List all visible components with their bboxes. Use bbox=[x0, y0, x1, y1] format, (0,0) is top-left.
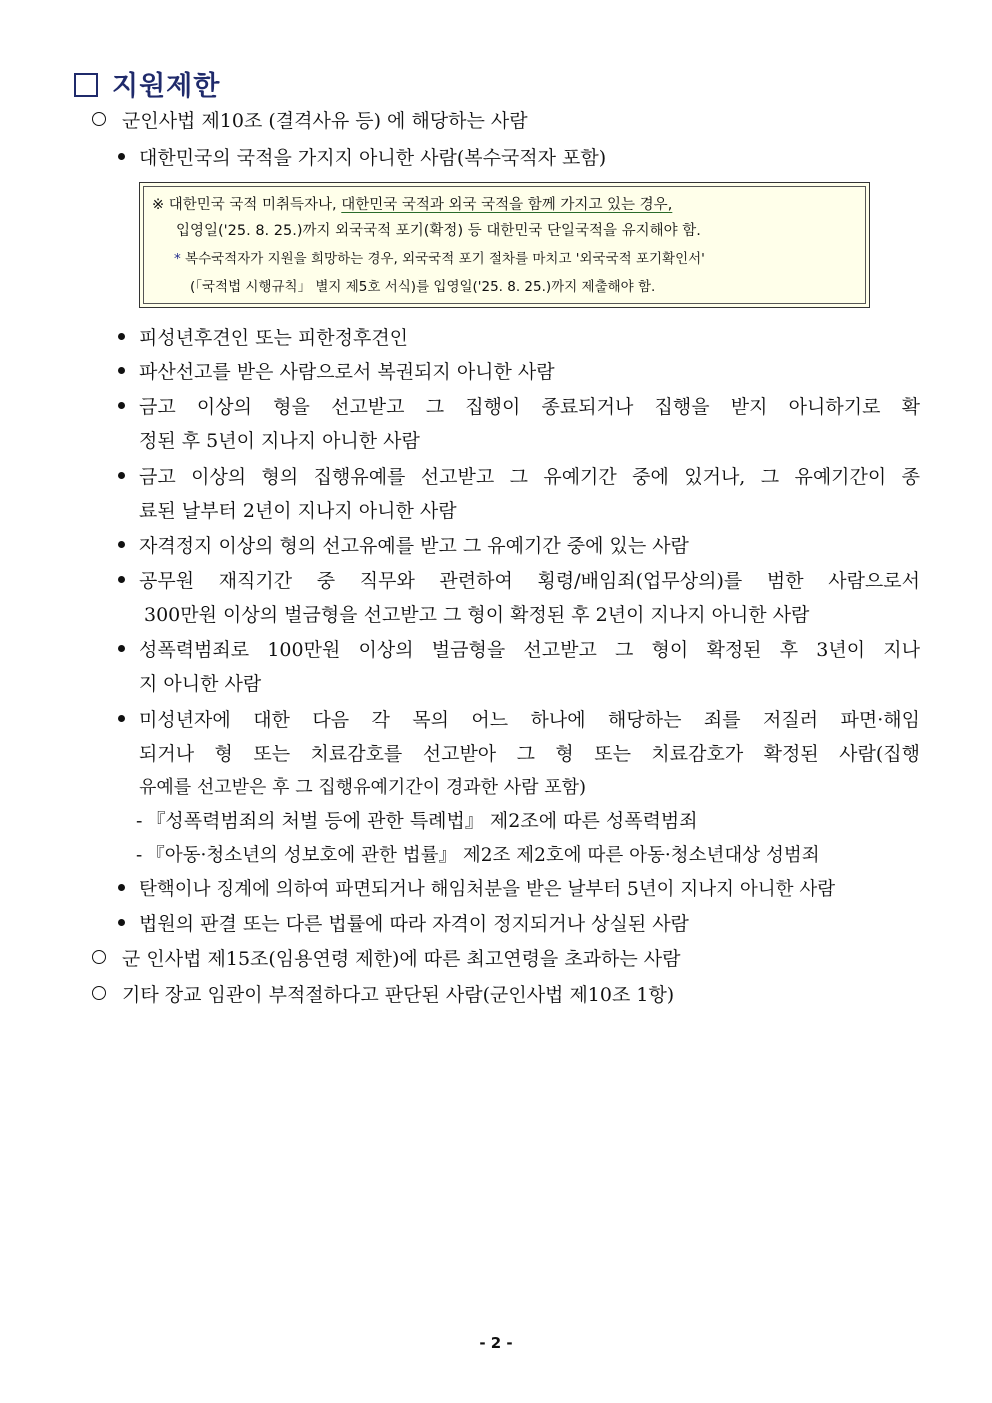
asterisk-icon: * bbox=[174, 251, 181, 267]
bullet-item-continuation: 되거나 형 또는 치료감호를 선고받아 그 형 또는 치료감호가 확정된 사람(집행 bbox=[139, 743, 920, 765]
bullet-item-text: 금고 이상의 형을 선고받고 그 집행이 종료되거나 집행을 받지 아니하기로 확 bbox=[139, 396, 920, 418]
dash-marker: - bbox=[136, 845, 143, 866]
bullet-item-nationality bbox=[118, 141, 606, 175]
dash-item-youth-protection-act bbox=[136, 839, 820, 873]
circle-bullet-icon bbox=[92, 950, 106, 964]
dot-bullet-icon bbox=[118, 333, 125, 340]
bullet-item-text: 공무원 재직기간 중 직무와 관련하여 횡령/배임죄(업무상의)를 범한 사람으로서 bbox=[139, 570, 920, 592]
circle-item-text: 군 인사법 제15조(임용연령 제한)에 따른 최고연령을 초과하는 사람 bbox=[122, 948, 681, 970]
bullet-item-court-ruling bbox=[118, 907, 689, 941]
bullet-item-continuation: 정된 후 5년이 지나지 아니한 사람 bbox=[139, 430, 420, 452]
bullet-item-text: 성폭력범죄로 100만원 이상의 벌금형을 선고받고 그 형이 확정된 후 3년이 지나 bbox=[139, 639, 920, 661]
bullet-item-deferred-sentence bbox=[118, 529, 689, 563]
bullet-item-suspended-sentence bbox=[118, 460, 920, 494]
bullet-item-text: 피성년후견인 또는 피한정후견인 bbox=[139, 327, 409, 349]
bullet-item-sexual-violence bbox=[118, 633, 920, 667]
bullet-item-imprisonment bbox=[118, 390, 920, 424]
dash-item-sexual-violence-act bbox=[136, 804, 698, 838]
bullet-item-embezzlement bbox=[118, 564, 920, 598]
page-number: - 2 - bbox=[479, 1334, 513, 1352]
dot-bullet-icon bbox=[118, 367, 125, 374]
dot-bullet-icon bbox=[118, 153, 125, 160]
bullet-item-continuation: 지 아니한 사람 bbox=[139, 673, 262, 695]
reference-mark-icon: ※ bbox=[152, 197, 165, 213]
bullet-item-continuation: 300만원 이상의 벌금형을 선고받고 그 형이 확정된 후 2년이 지나지 아니한 사람 bbox=[144, 604, 810, 626]
circle-item-2 bbox=[92, 942, 680, 976]
circle-item-text: 기타 장교 임관이 부적절하다고 판단된 사람(군인사법 제10조 1항) bbox=[122, 984, 675, 1006]
dot-bullet-icon bbox=[118, 576, 125, 583]
dot-bullet-icon bbox=[118, 919, 125, 926]
section-heading bbox=[74, 64, 220, 103]
bullet-item-continuation: 료된 날부터 2년이 지나지 아니한 사람 bbox=[139, 500, 457, 522]
checkbox-square-icon bbox=[74, 73, 98, 97]
bullet-item-text: 대한민국의 국적을 가지지 아니한 사람(복수국적자 포함) bbox=[139, 147, 607, 169]
circle-item-text: 군인사법 제10조 (결격사유 등) 에 해당하는 사람 bbox=[122, 110, 528, 132]
note-text: 복수국적자가 지원을 희망하는 경우, 외국국적 포기 절차를 마치고 '외국국적 포기확인서' bbox=[185, 251, 705, 267]
circle-item-3 bbox=[92, 978, 674, 1012]
dot-bullet-icon bbox=[118, 884, 125, 891]
bullet-item-text: 파산선고를 받은 사람으로서 복권되지 아니한 사람 bbox=[139, 361, 555, 383]
dot-bullet-icon bbox=[118, 541, 125, 548]
note-line-4: (「국적법 시행규칙」 별지 제5호 서식)를 입영일('25. 8. 25.)까지 제출해야 함. bbox=[190, 279, 656, 295]
note-line-3 bbox=[174, 247, 705, 271]
bullet-item-guardianship bbox=[118, 321, 408, 355]
dash-marker: - bbox=[136, 810, 143, 832]
section-heading-text: 지원제한 bbox=[112, 71, 221, 102]
note-line-2: 입영일('25. 8. 25.)까지 외국국적 포기(확정) 등 대한민국 단일국적을 유지해야 함. bbox=[176, 223, 701, 239]
dot-bullet-icon bbox=[118, 472, 125, 479]
bullet-item-impeachment bbox=[118, 873, 835, 907]
dash-item-text: 『성폭력범죄의 처벌 등에 관한 특례법』 제2조에 따른 성폭력범죄 bbox=[146, 810, 698, 832]
bullet-item-text: 금고 이상의 형의 집행유예를 선고받고 그 유예기간 중에 있거나, 그 유예기간이 종 bbox=[139, 466, 920, 488]
bullet-item-minor-crimes bbox=[118, 703, 920, 737]
nationality-note-box bbox=[139, 182, 870, 308]
note-line-1 bbox=[152, 193, 672, 217]
bullet-item-bankruptcy bbox=[118, 355, 555, 389]
circle-item-1 bbox=[92, 104, 528, 138]
dot-bullet-icon bbox=[118, 402, 125, 409]
circle-bullet-icon bbox=[92, 986, 106, 1000]
bullet-item-text: 탄핵이나 징계에 의하여 파면되거나 해임처분을 받은 날부터 5년이 지나지 아니한 사람 bbox=[139, 879, 836, 900]
bullet-item-text: 법원의 판결 또는 다른 법률에 따라 자격이 정지되거나 상실된 사람 bbox=[139, 913, 689, 935]
bullet-item-text: 자격정지 이상의 형의 선고유예를 받고 그 유예기간 중에 있는 사람 bbox=[139, 535, 689, 557]
dot-bullet-icon bbox=[118, 645, 125, 652]
note-text: 대한민국 국적 미취득자나, bbox=[168, 197, 337, 213]
circle-bullet-icon bbox=[92, 112, 106, 126]
note-underlined-text: 대한민국 국적과 외국 국적을 함께 가지고 있는 경우, bbox=[341, 197, 673, 213]
dash-item-text: 『아동·청소년의 성보호에 관한 법률』 제2조 제2호에 따른 아동·청소년대상 성범죄 bbox=[146, 845, 820, 866]
bullet-item-text: 미성년자에 대한 다음 각 목의 어느 하나에 해당하는 죄를 저질러 파면·해임 bbox=[139, 709, 920, 731]
bullet-item-continuation: 유예를 선고받은 후 그 집행유예기간이 경과한 사람 포함) bbox=[139, 777, 586, 798]
dot-bullet-icon bbox=[118, 715, 125, 722]
